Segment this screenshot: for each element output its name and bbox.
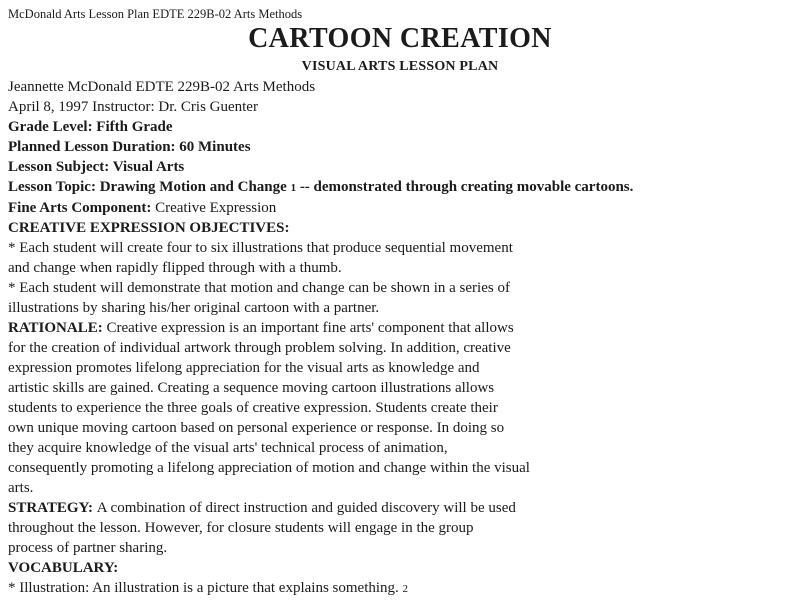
bold-text: -- demonstrated through creating movable cartoons. [296,179,634,195]
text-line [8,358,792,378]
body-text: consequently promoting a lifelong appreciation of motion and change within the visual [8,460,530,476]
body-text: for the creation of individual artwork through problem solving. In addition, creative [8,340,511,356]
document-subtitle: VISUAL ARTS LESSON PLAN [301,59,499,74]
text-line [8,117,792,137]
body-text: students to experience the three goals of creative expression. Students create their [8,400,498,416]
text-line [8,238,792,258]
text-line [8,498,792,518]
text-line [8,398,792,418]
body-text: Creative Expression [155,200,277,216]
body-text: * Illustration: An illustration is a picture that explains something. [8,580,403,596]
body-text: April 8, 1997 Instructor: Dr. Cris Guenter [8,99,258,115]
document-body [8,77,792,599]
body-text: and change when rapidly flipped through with a thumb. [8,260,342,276]
text-line [8,518,792,538]
body-text: throughout the lesson. However, for closure students will engage in the group [8,520,474,536]
bold-text: Grade Level: Fifth Grade [8,119,173,135]
text-line [8,258,792,278]
body-text: Creative expression is an important fine arts' component that allows [106,320,514,336]
text-line [8,378,792,398]
body-text: process of partner sharing. [8,540,168,556]
body-text: own unique moving cartoon based on personal experience or response. In doing so [8,420,505,436]
text-line [8,538,792,558]
text-line [8,177,792,198]
text-line [8,458,792,478]
text-line [8,198,792,218]
text-line [8,578,792,599]
text-line [8,97,792,117]
text-line [8,418,792,438]
text-line [8,77,792,97]
body-text: expression promotes lifelong appreciation for the visual arts as knowledge and [8,360,480,376]
document-header-line: McDonald Arts Lesson Plan EDTE 229B-02 Arts Methods [8,7,303,21]
text-line [8,338,792,358]
body-text: * Each student will create four to six illustrations that produce sequential movement [8,240,513,256]
body-text: artistic skills are gained. Creating a sequence moving cartoon illustrations allows [8,380,495,396]
text-line [8,278,792,298]
text-line [8,438,792,458]
bold-text: Fine Arts Component: [8,200,156,216]
body-text: A combination of direct instruction and guided discovery will be used [96,500,516,516]
body-text: * Each student will demonstrate that motion and change can be shown in a series of [8,280,510,296]
document-title: CARTOON CREATION [248,23,552,54]
bold-text: VOCABULARY: [8,560,119,576]
body-text: Jeannette McDonald EDTE 229B-02 Arts Methods [8,79,316,95]
text-line [8,298,792,318]
bold-text: Planned Lesson Duration: 60 Minutes [8,139,251,155]
text-line [8,137,792,157]
text-line [8,478,792,498]
bold-text: STRATEGY: [8,500,97,516]
bold-text: Lesson Subject: Visual Arts [8,159,185,175]
body-text: they acquire knowledge of the visual arts' technical process of animation, [8,440,448,456]
body-text: arts. [8,480,34,496]
bold-text: 1 [290,182,297,194]
text-line [8,157,792,177]
text-line [8,318,792,338]
text-line [8,218,792,238]
bold-text: CREATIVE EXPRESSION OBJECTIVES: [8,220,290,236]
bold-text: Lesson Topic: Drawing Motion and Change [8,179,291,195]
text-line [8,558,792,578]
body-text: 2 [402,583,409,595]
body-text: illustrations by sharing his/her original cartoon with a partner. [8,300,380,316]
bold-text: RATIONALE: [8,320,107,336]
